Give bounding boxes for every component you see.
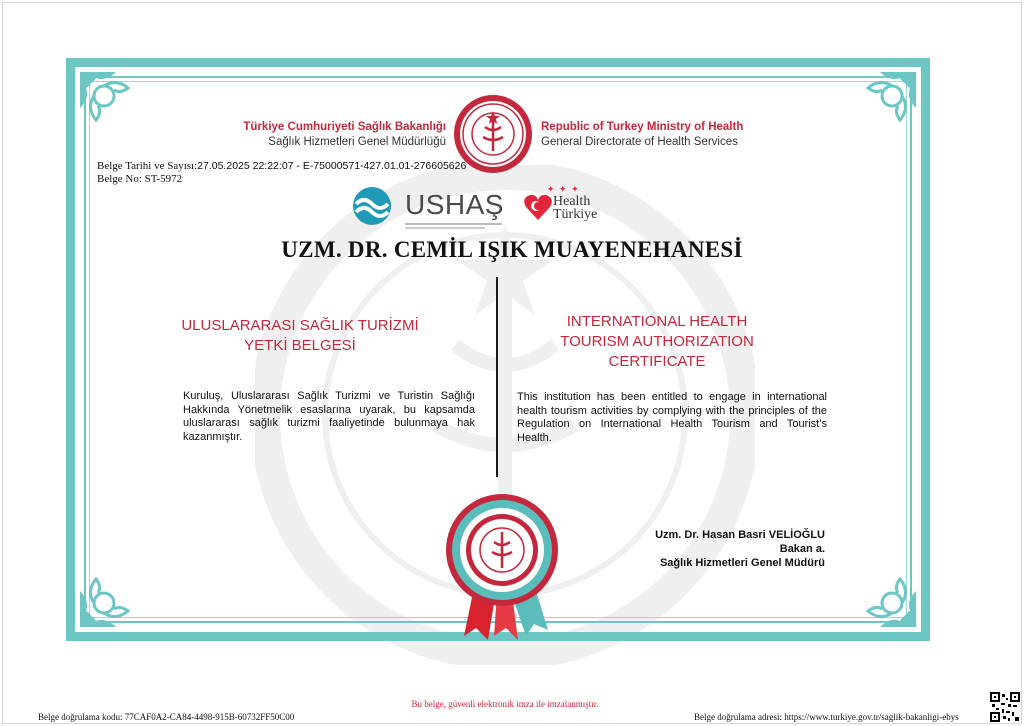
document-number-value: ST-5972 (144, 173, 183, 185)
corner-ornament-icon (76, 68, 146, 138)
tr-certificate-title-line2: YETKİ BELGESİ (244, 337, 356, 354)
verification-address-link[interactable]: https://www.turkiye.gov.tr/saglik-bakanligi-ebys (784, 712, 959, 722)
ministry-name-turkish (230, 120, 446, 150)
document-meta (97, 160, 466, 186)
document-number-row (97, 173, 466, 186)
health-logo-line1: Health (553, 194, 591, 209)
ushas-tagline-icon (405, 222, 502, 230)
verification-code-value: 77CAF0A2-CA84-4498-915B-60732FF50C00 (124, 712, 295, 722)
document-date-row (97, 160, 466, 173)
corner-ornament-icon (76, 561, 146, 631)
document-date-label: Belge Tarihi ve Sayısı: (97, 160, 198, 172)
tr-certificate-body: Kuruluş, Uluslararası Sağlık Turizmi ve Turistin Sağlığı Hakkında Yönetmelik esaslarına uyarak, bu kapsamda uluslararası sağlık turizmi faaliyetinde bulunmaya hak kazanmıştır. (183, 390, 475, 443)
e-signature-note: Bu belge, güvenli elektronik imza ile imzalanmıştır. (411, 699, 599, 709)
corner-ornament-icon (850, 561, 920, 631)
clinic-title: UZM. DR. CEMİL IŞIK MUAYENEHANESİ (281, 237, 743, 262)
ushas-logo-text: USHAŞ (405, 189, 504, 220)
ministry-en-line2: General Directorate of Health Services (541, 136, 738, 148)
heart-icon (523, 190, 553, 224)
corner-ornament-icon (850, 68, 920, 138)
signatory-title2: Sağlık Hizmetleri Genel Müdürü (659, 557, 825, 569)
verification-code-label: Belge doğrulama kodu: (38, 712, 123, 722)
ministry-en-line1: Republic of Turkey Ministry of Health (541, 121, 744, 133)
verification-address-label: Belge doğrulama adresi: (694, 712, 782, 722)
signature-block (600, 528, 825, 570)
en-certificate-body: This institution has been entitled to engage in international health tourism activities by complying with the principles of the Regulation on International Health Tourism and Tourist’s Health. (517, 391, 827, 444)
health-turkiye-logo (523, 184, 613, 228)
document-number-label: Belge No: (97, 173, 142, 185)
signatory-title1: Bakan a. (779, 543, 825, 555)
en-certificate-title-line3: CERTIFICATE (608, 353, 706, 370)
signatory-name: Uzm. Dr. Hasan Basri VELİOĞLU (655, 529, 825, 541)
tr-certificate-title-line1: ULUSLARARASI SAĞLIK TURİZMİ (181, 317, 419, 334)
document-date-value: 27.05.2025 22:22:07 - E-75000571-427.01.01-276605626 (197, 160, 467, 172)
tr-certificate-title (165, 316, 435, 356)
column-divider (496, 277, 498, 477)
ministry-tr-line1: Türkiye Cumhuriyeti Sağlık Bakanlığı (243, 121, 446, 133)
en-certificate-title (527, 312, 787, 372)
stars-icon: ✦ ✦ ✦ (547, 184, 580, 194)
ministry-tr-line2: Sağlık Hizmetleri Genel Müdürlüğü (268, 136, 446, 148)
verification-address (694, 712, 959, 722)
verification-code (38, 712, 294, 722)
qr-code-icon (990, 692, 1020, 722)
en-certificate-title-line1: INTERNATIONAL HEALTH (566, 313, 748, 330)
ministry-name-english (541, 120, 761, 150)
en-certificate-title-line2: TOURISM AUTHORIZATION (560, 333, 754, 350)
award-rosette-icon (436, 490, 572, 650)
health-logo-line2: Türkiye (553, 207, 598, 222)
ushas-logo-icon (352, 186, 392, 226)
